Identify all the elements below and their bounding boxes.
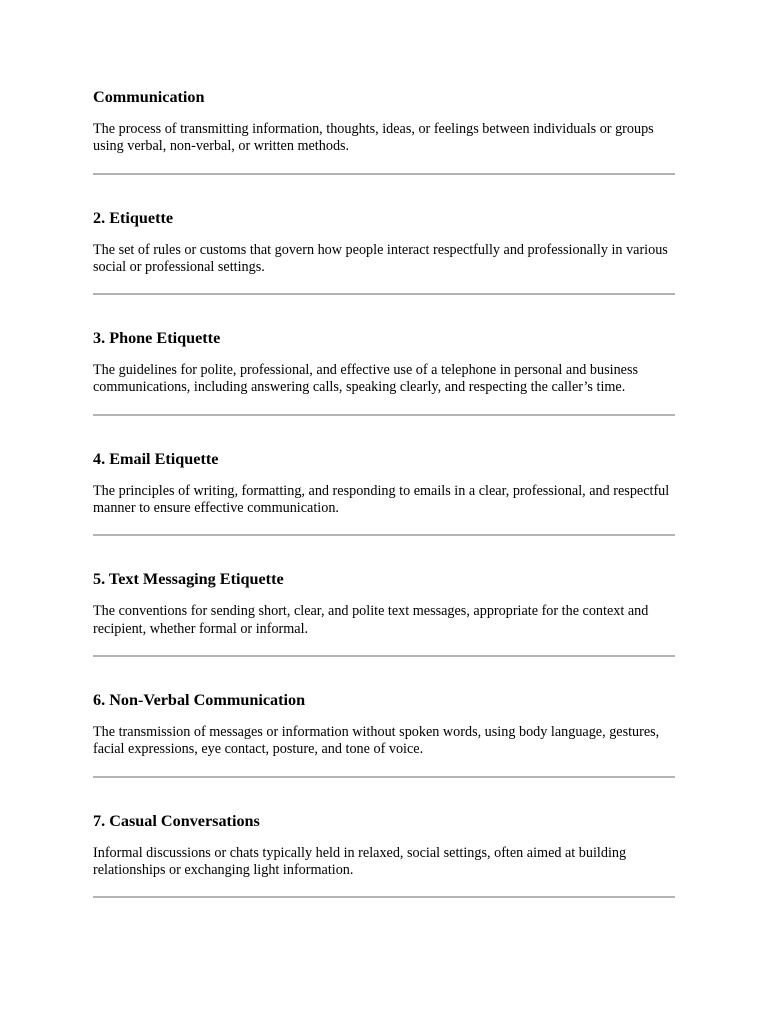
entry-definition: The conventions for sending short, clear, and polite text messages, appropriate for the context and recipient, whether formal or informal. — [93, 603, 649, 637]
entry-definition: The transmission of messages or information without spoken words, using body language, gestures, facial expressions, eye contact, posture, and tone of voice. — [93, 723, 660, 758]
divider — [93, 896, 675, 898]
entry-non-verbal-communication — [93, 689, 675, 778]
divider — [93, 173, 675, 175]
entry-definition: The guidelines for polite, professional, and effective use of a telephone in personal and business communications, including answering calls, speaking clearly, and respecting the caller’s time. — [93, 362, 639, 396]
entry-definition: The process of transmitting information, thoughts, ideas, or feelings between individuals or groups using verbal, non-verbal, or written methods. — [93, 121, 654, 155]
entry-phone-etiquette — [93, 327, 675, 416]
entry-communication — [93, 86, 675, 175]
entry-heading: Communication — [93, 88, 205, 106]
entry-email-etiquette — [93, 448, 675, 537]
divider — [93, 776, 675, 778]
entry-heading: 6. Non-Verbal Communication — [93, 690, 306, 709]
entry-definition: The principles of writing, formatting, and responding to emails in a clear, professional, and respectful manner to ensure effective communication. — [93, 482, 670, 517]
divider — [93, 534, 675, 536]
entry-heading: 5. Text Messaging Etiquette — [93, 570, 284, 589]
entry-heading: 7. Casual Conversations — [93, 811, 260, 830]
entry-heading: 3. Phone Etiquette — [93, 329, 221, 348]
entry-definition: The set of rules or customs that govern how people interact respectfully and professionally in various social or professional settings. — [93, 241, 668, 275]
entry-text-messaging-etiquette — [93, 568, 675, 657]
divider — [93, 414, 675, 416]
entry-definition: Informal discussions or chats typically held in relaxed, social settings, often aimed at building relationships or exchanging light information. — [93, 844, 627, 878]
entry-etiquette — [93, 207, 675, 296]
document-page — [93, 86, 675, 930]
entry-heading: 2. Etiquette — [93, 208, 174, 227]
entry-heading: 4. Email Etiquette — [93, 449, 219, 468]
divider — [93, 655, 675, 657]
entry-casual-conversations — [93, 810, 675, 899]
divider — [93, 293, 675, 295]
